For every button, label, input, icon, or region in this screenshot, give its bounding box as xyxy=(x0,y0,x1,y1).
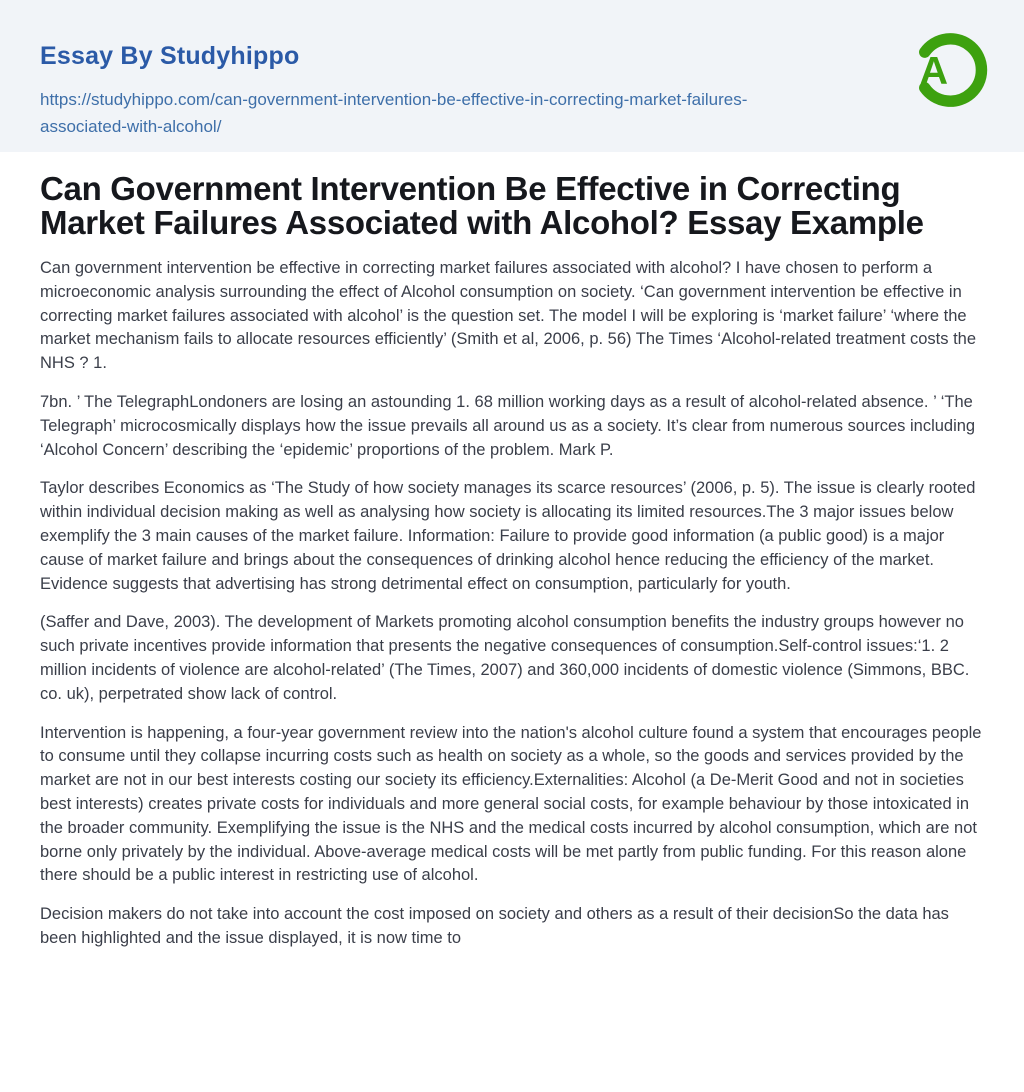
essay-paragraph-4: (Saffer and Dave, 2003). The development of Markets promoting alcohol consumption benefits the industry groups however no such private incentives provide information that presents the negative consequences of consumption.Self-control issues:‘1. 2 million incidents of violence are alcohol-related’ (The Times, 2007) and 360,000 incidents of domestic violence (Simmons, BBC. co. uk), perpetrated show lack of control. xyxy=(40,613,970,703)
article xyxy=(0,152,1024,951)
essay-body xyxy=(40,257,984,951)
essay-paragraph-3: Taylor describes Economics as ‘The Study of how society manages its scarce resources’ (2006, p. 5). The issue is clearly rooted within individual decision making as well as analysing how society is allocating its limited resources.The 3 major issues below exemplify the 3 main causes of the market failure. Information: Failure to provide good information (a public good) is a major cause of market failure and brings about the consequences of drinking alcohol hence reducing the efficiency of the market. Evidence suggests that advertising has strong detrimental effect on consumption, particularly for youth. xyxy=(40,479,976,593)
studyhippo-logo-icon xyxy=(906,24,988,116)
essay-paragraph-6: Decision makers do not take into account the cost imposed on society and others as a result of their decisionSo the data has been highlighted and the issue displayed, it is now time to xyxy=(40,905,949,947)
essay-paragraph-5: Intervention is happening, a four-year government review into the nation's alcohol culture found a system that encourages people to consume until they collapse incurring costs such as health on society as a whole, so the goods and services provided by the market are not in our best interests costing our society its efficiency.Externalities: Alcohol (a De-Merit Good and not in societies best interests) creates private costs for individuals and more general social costs, for example behaviour by those intoxicated in the broader community. Exemplifying the issue is the NHS and the medical costs incurred by alcohol consumption, which are not borne only privately by the individual. Above-average medical costs will be met partly from public funding. For this reason alone there should be a public interest in restricting use of alcohol. xyxy=(40,723,982,885)
essay-paragraph-1: Can government intervention be effective in correcting market failures associated with alcohol? I have chosen to perform a microeconomic analysis surrounding the effect of Alcohol consumption on society. ‘Can government intervention be effective in correcting market failures associated with alcohol’ is the question set. The model I will be exploring is ‘market failure’ ‘where the market mechanism fails to allocate resources efficiently’ (Smith et al, 2006, p. 56) The Times ‘Alcohol-related treatment costs the NHS ? 1. xyxy=(40,259,977,373)
page-header xyxy=(0,0,1024,152)
source-url-link[interactable]: https://studyhippo.com/can-government-intervention-be-effective-in-correcting-market-failures-associated-with-alcohol/ xyxy=(40,90,748,136)
byline: Essay By Studyhippo xyxy=(40,42,300,70)
essay-title: Can Government Intervention Be Effective in Correcting Market Failures Associated with Alcohol? Essay Example xyxy=(40,170,924,241)
logo-letter: A xyxy=(919,48,949,93)
essay-paragraph-2: 7bn. ’ The TelegraphLondoners are losing an astounding 1. 68 million working days as a result of alcohol-related absence. ’ ‘The Telegraph’ microcosmically displays how the issue prevails all around us as a society. It’s clear from numerous sources including ‘Alcohol Concern’ describing the ‘epidemic’ proportions of the problem. Mark P. xyxy=(40,392,976,459)
